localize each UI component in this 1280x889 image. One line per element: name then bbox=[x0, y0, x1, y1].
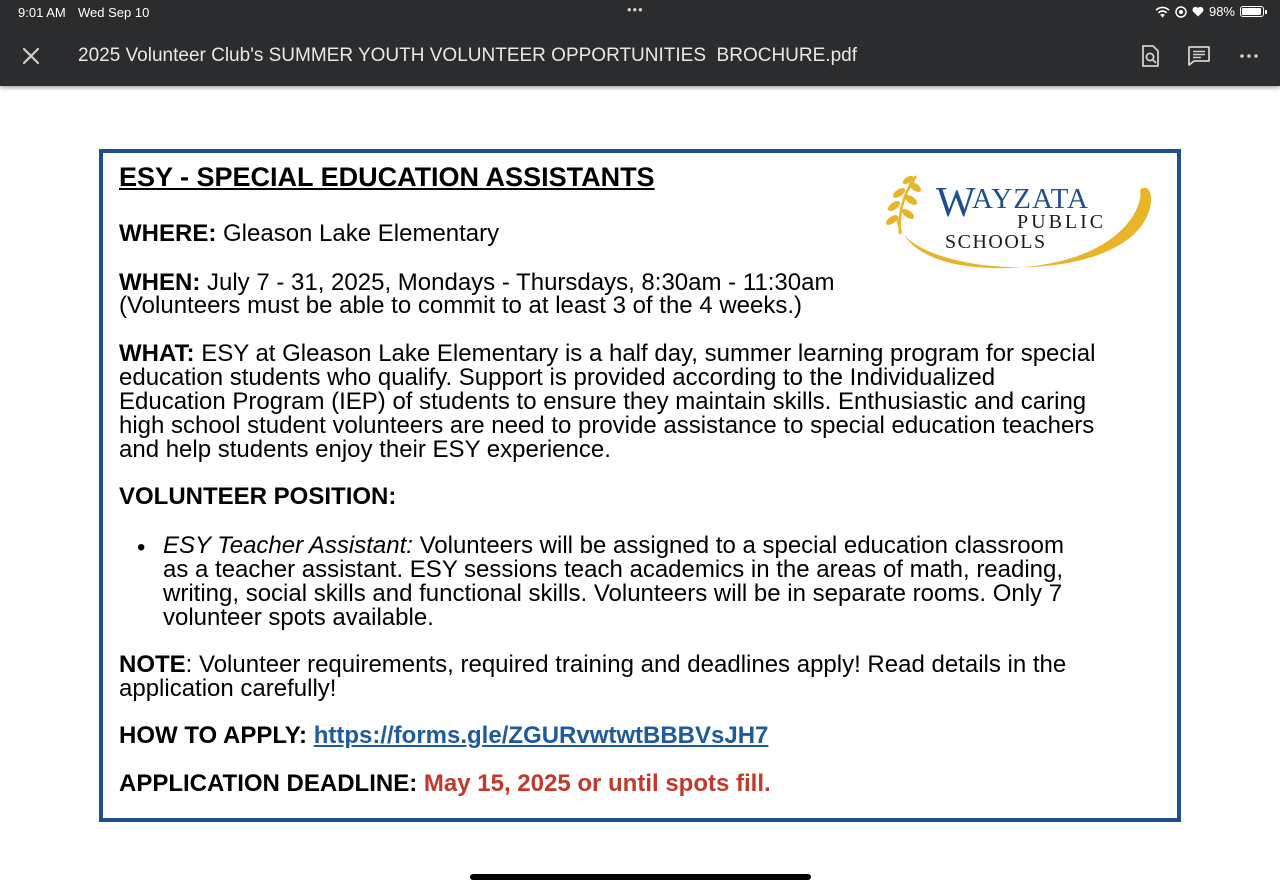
focus-icon bbox=[1175, 6, 1187, 18]
when-label: WHEN: bbox=[119, 269, 201, 296]
note-line-2: application carefully! bbox=[119, 675, 337, 702]
search-document-icon[interactable] bbox=[1137, 43, 1163, 69]
document-title: 2025 Volunteer Club's SUMMER YOUTH VOLUNTEER OPPORTUNITIES BROCHURE.pdf bbox=[78, 45, 857, 66]
logo-public: PUBLIC bbox=[1017, 211, 1107, 233]
deadline-value: May 15, 2025 or until spots fill. bbox=[423, 770, 771, 797]
status-bar bbox=[0, 0, 1280, 26]
position-title: ESY Teacher Assistant: bbox=[163, 532, 413, 559]
battery-percent: 98% bbox=[1208, 4, 1235, 19]
what-line-5: and help students enjoy their ESY experience. bbox=[119, 436, 611, 463]
note-label: NOTE bbox=[119, 651, 186, 678]
logo-name: AYZATA bbox=[972, 183, 1090, 215]
home-indicator[interactable] bbox=[470, 874, 811, 880]
position-line-1 bbox=[163, 534, 1064, 558]
heart-icon bbox=[1192, 6, 1204, 17]
battery-icon bbox=[1240, 6, 1264, 17]
position-line-2: as a teacher assistant. ESY sessions teach academics in the areas of math, reading, bbox=[163, 556, 1064, 583]
deadline-line bbox=[119, 772, 771, 796]
where-line bbox=[119, 222, 499, 246]
app-chrome bbox=[0, 0, 1280, 86]
comment-icon[interactable] bbox=[1186, 43, 1212, 69]
deadline-label: APPLICATION DEADLINE: bbox=[119, 770, 424, 797]
volunteer-position-label: VOLUNTEER POSITION: bbox=[119, 483, 397, 510]
apply-label: HOW TO APPLY: bbox=[119, 722, 314, 749]
when-value: July 7 - 31, 2025, Mondays - Thursdays, 8:30am - 11:30am bbox=[200, 269, 835, 296]
bullet-icon: • bbox=[137, 534, 146, 561]
wifi-icon bbox=[1155, 6, 1170, 18]
where-value: Gleason Lake Elementary bbox=[216, 220, 500, 247]
apply-link[interactable]: https://forms.gle/ZGURvwtwtBBBVsJH7 bbox=[313, 722, 769, 749]
close-icon[interactable] bbox=[18, 43, 44, 69]
logo-schools: SCHOOLS bbox=[945, 231, 1047, 253]
position-line-3: writing, social skills and functional skills. Volunteers will be in separate rooms. Only 7 bbox=[163, 580, 1063, 607]
what-line-1 bbox=[119, 342, 1095, 366]
what-line-3: Education Program (IEP) of students to ensure they maintain skills. Enthusiastic and caring bbox=[119, 388, 1087, 415]
page-heading: ESY - SPECIAL EDUCATION ASSISTANTS bbox=[119, 162, 655, 192]
when-note: (Volunteers must be able to commit to at least 3 of the 4 weeks.) bbox=[119, 292, 803, 319]
note-line-1 bbox=[119, 653, 1066, 677]
status-date: Wed Sep 10 bbox=[78, 5, 150, 20]
what-line-4: high school student volunteers are need to provide assistance to special education teachers bbox=[119, 412, 1095, 439]
what-label: WHAT: bbox=[119, 340, 195, 367]
status-indicators bbox=[1155, 4, 1264, 19]
pdf-toolbar bbox=[0, 26, 1280, 86]
position-line-4: volunteer spots available. bbox=[163, 604, 434, 631]
note-text-1: : Volunteer requirements, required training and deadlines apply! Read details in the bbox=[185, 651, 1067, 678]
what-line-2: education students who qualify. Support is provided according to the Individualized bbox=[119, 364, 996, 391]
where-label: WHERE: bbox=[119, 220, 217, 247]
what-text-1: ESY at Gleason Lake Elementary is a half day, summer learning program for special bbox=[194, 340, 1096, 367]
apply-line bbox=[119, 724, 768, 748]
multitasking-dots-icon[interactable]: ••• bbox=[627, 2, 644, 17]
status-time: 9:01 AM bbox=[18, 5, 66, 20]
more-options-icon[interactable] bbox=[1236, 43, 1262, 69]
logo-initial: W bbox=[936, 180, 976, 226]
position-text-1: Volunteers will be assigned to a special education classroom bbox=[412, 532, 1064, 559]
wayzata-logo bbox=[878, 168, 1158, 288]
